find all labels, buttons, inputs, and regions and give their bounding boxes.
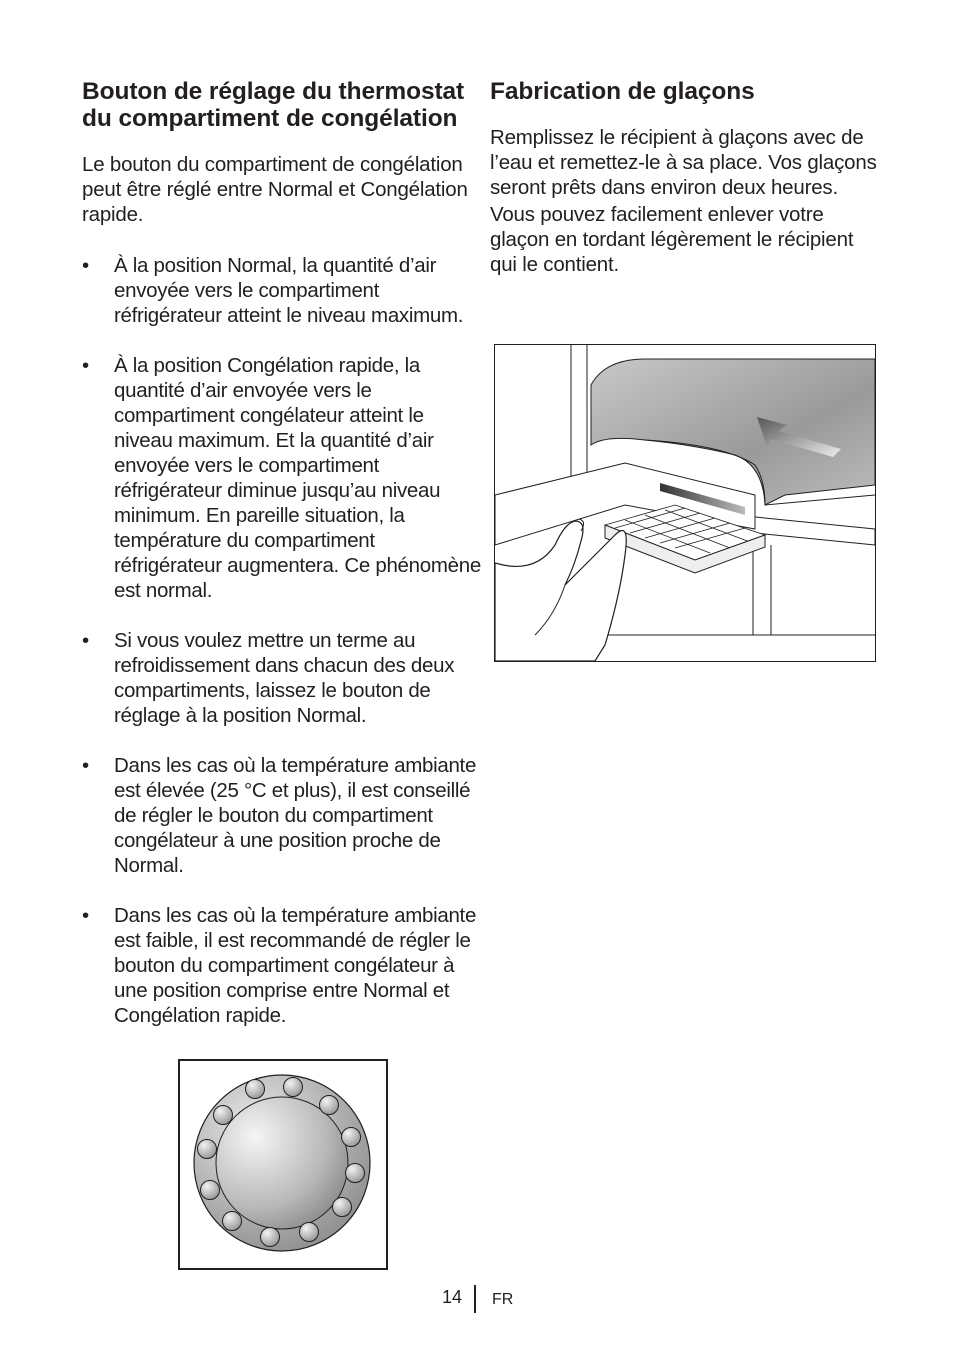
bullet-item: • Dans les cas où la température ambiante est faible, il est recommandé de régler le bouton du compartiment congélateur à une position comprise entre Normal et Congélation rapide. (82, 904, 477, 1027)
bullet-dot: • (82, 629, 89, 652)
page-number: 14 (442, 1287, 463, 1307)
left-column (82, 78, 482, 1053)
bullet-item: • À la position Congélation rapide, la quantité d’air envoyée vers le compartiment congélateur atteint le niveau maximum. Et la quantité d’air envoyée vers le compartiment réfrigérateur diminue jusqu’au niveau minimum. En pareille situation, la température du compartiment réfrigérateur augmentera. Ce phénomène est normal. (82, 354, 481, 602)
ice-paragraph-1: Remplissez le récipient à glaçons avec de l’eau et remettez-le à sa place. Vos glaçons seront prêts dans environ deux heures. (490, 126, 877, 199)
right-column (490, 78, 885, 277)
language-code: FR (492, 1291, 514, 1308)
thermostat-knob-illustration (178, 1059, 388, 1270)
bullet-dot: • (82, 754, 89, 777)
bullet-dot: • (82, 904, 89, 927)
bullet-dot: • (82, 254, 89, 277)
bullet-item: • À la position Normal, la quantité d’air envoyée vers le compartiment réfrigérateur atteint le niveau maximum. (82, 254, 464, 327)
thermostat-intro: Le bouton du compartiment de congélation peut être réglé entre Normal et Congélation rapide. (82, 153, 468, 226)
bullet-item: • Si vous voulez mettre un terme au refroidissement dans chacun des deux compartiments, laissez le bouton de réglage à la position Normal. (82, 629, 455, 727)
section-title-thermostat: Bouton de réglage du thermostat du compartiment de congélation (82, 78, 465, 132)
footer-divider (474, 1285, 476, 1313)
bullet-item: • Dans les cas où la température ambiante est élevée (25 °C et plus), il est conseillé de régler le bouton du compartiment congélateur à une position proche de Normal. (82, 754, 477, 877)
page-footer (0, 1285, 954, 1315)
ice-paragraph-2: Vous pouvez facilement enlever votre glaçon en tordant légèrement le récipient qui le contient. (490, 203, 854, 276)
ice-tray-illustration (494, 344, 876, 662)
bullet-dot: • (82, 354, 89, 377)
thermostat-bullet-list (82, 253, 482, 1028)
section-title-ice: Fabrication de glaçons (490, 78, 755, 105)
